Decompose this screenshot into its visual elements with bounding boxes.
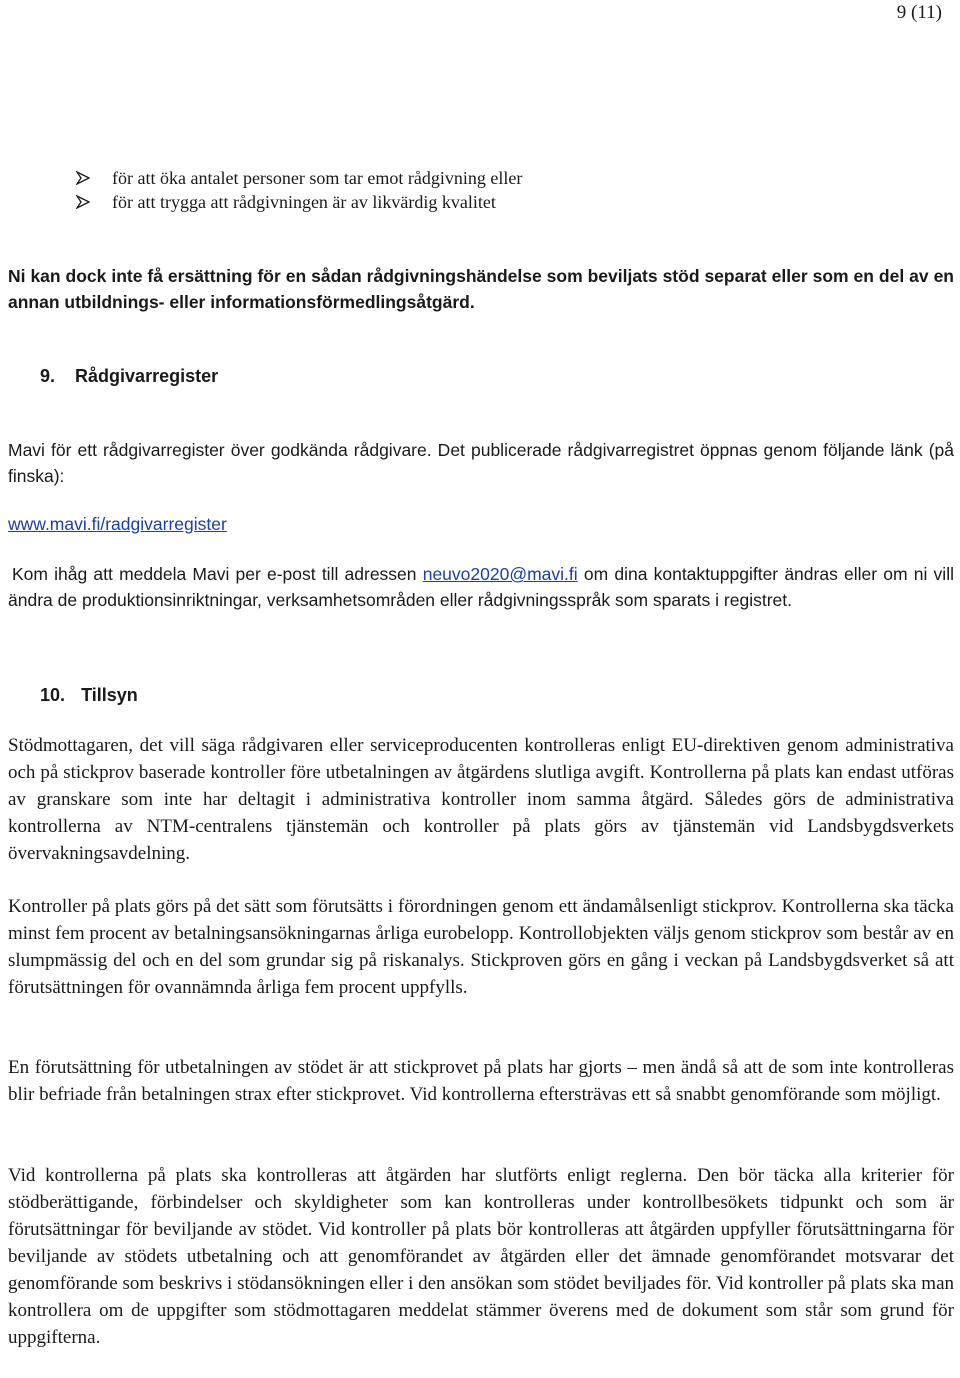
section-10-heading — [40, 683, 138, 707]
bullet-list — [76, 166, 936, 214]
section-10-number: 10. — [40, 685, 66, 705]
section-9-reminder — [8, 561, 954, 613]
section-10-title: Tillsyn — [81, 685, 138, 705]
register-link-line — [8, 511, 954, 537]
email-link[interactable]: neuvo2020@mavi.fi — [422, 564, 578, 584]
arrow-bullet-icon — [76, 171, 90, 185]
section-10-paragraph: Kontroller på plats görs på det sätt som förutsätts i förordningen genom ett ändamålsenligt stickprov. Kontrollerna ska täcka minst fem procent av betalningsansökningarnas årliga eurobelopp. Kontrollobjekten väljs genom stickprov som består av en slumpmässig del och en del som grundar sig på riskanalys. Stickproven görs en gång i veckan på Landsbygdsverket så att förutsättningen för ovannämnda årliga fem procent uppfylls. — [8, 896, 954, 998]
section-9-number: 9. — [40, 366, 56, 386]
arrow-bullet-icon — [76, 195, 90, 209]
reminder-text-after: om dina kontaktuppgifter ändras eller om ni vill ändra de produktionsinriktningar, verksamhetsområden eller rådgivningsspråk som sparats i registret. — [8, 564, 954, 610]
section-9-heading — [40, 364, 218, 388]
section-10-paragraph: En förutsättning för utbetalningen av stödet är att stickprovet på plats har gjorts – men ändå så att de som inte kontrolleras blir befriade från betalningen strax efter stickprovet. Vid kontrollerna eftersträvas ett så snabbt genomförande som möjligt. — [8, 1057, 954, 1105]
register-link[interactable]: www.mavi.fi/radgivarregister — [8, 514, 227, 534]
page-number: 9 (11) — [896, 2, 942, 23]
list-item — [76, 166, 936, 190]
bullet-text: för att öka antalet personer som tar emot rådgivning eller — [112, 168, 523, 188]
section-10-paragraph: Stödmottagaren, det vill säga rådgivaren eller serviceproducenten kontrolleras enligt EU-direktiven genom administrativa och på stickprov baserade kontroller före utbetalningen av åtgärdens slutliga avgift. Kontrollerna på plats kan endast utföras av granskare som inte har deltagit i administrativa kontroller inom samma åtgärd. Således görs de administrativa kontrollerna av NTM-centralens tjänstemän och kontroller på plats görs av tjänstemän vid Landsbygdsverkets övervakningsavdelning. — [8, 735, 954, 864]
list-item — [76, 190, 936, 214]
bullet-text: för att trygga att rådgivningen är av likvärdig kvalitet — [112, 192, 496, 212]
section-9-title: Rådgivarregister — [75, 366, 219, 386]
section-9-intro: Mavi för ett rådgivarregister över godkända rådgivare. Det publicerade rådgivarregistret öppnas genom följande länk (på finska): — [8, 440, 954, 486]
reminder-text-before: Kom ihåg att meddela Mavi per e-post till adressen — [12, 564, 417, 584]
notice-paragraph: Ni kan dock inte få ersättning för en sådan rådgivningshändelse som beviljats stöd separat eller som en del av en annan utbildnings- eller informationsförmedlingsåtgärd. — [8, 266, 954, 312]
section-10-paragraph: Vid kontrollerna på plats ska kontrolleras att åtgärden har slutförts enligt reglerna. Den bör täcka alla kriterier för stödberättigande, förbindelser och skyldigheter som kan kontrolleras under kontrollbesökets tidpunkt och som är förutsättningar för beviljande av stödet. Vid kontroller på plats bör kontrolleras att åtgärden uppfyller förutsättningarna för beviljande av stödets utbetalning och att genomförandet av åtgärden eller det ämnade genomförandet motsvarar det genomförande som beskrivs i stödansökningen eller i den ansökan som stödet beviljades för. Vid kontroller på plats ska man kontrollera om de uppgifter som stödmottagaren meddelat stämmer överens med de dokument som står som grund för uppgifterna. — [8, 1165, 954, 1348]
